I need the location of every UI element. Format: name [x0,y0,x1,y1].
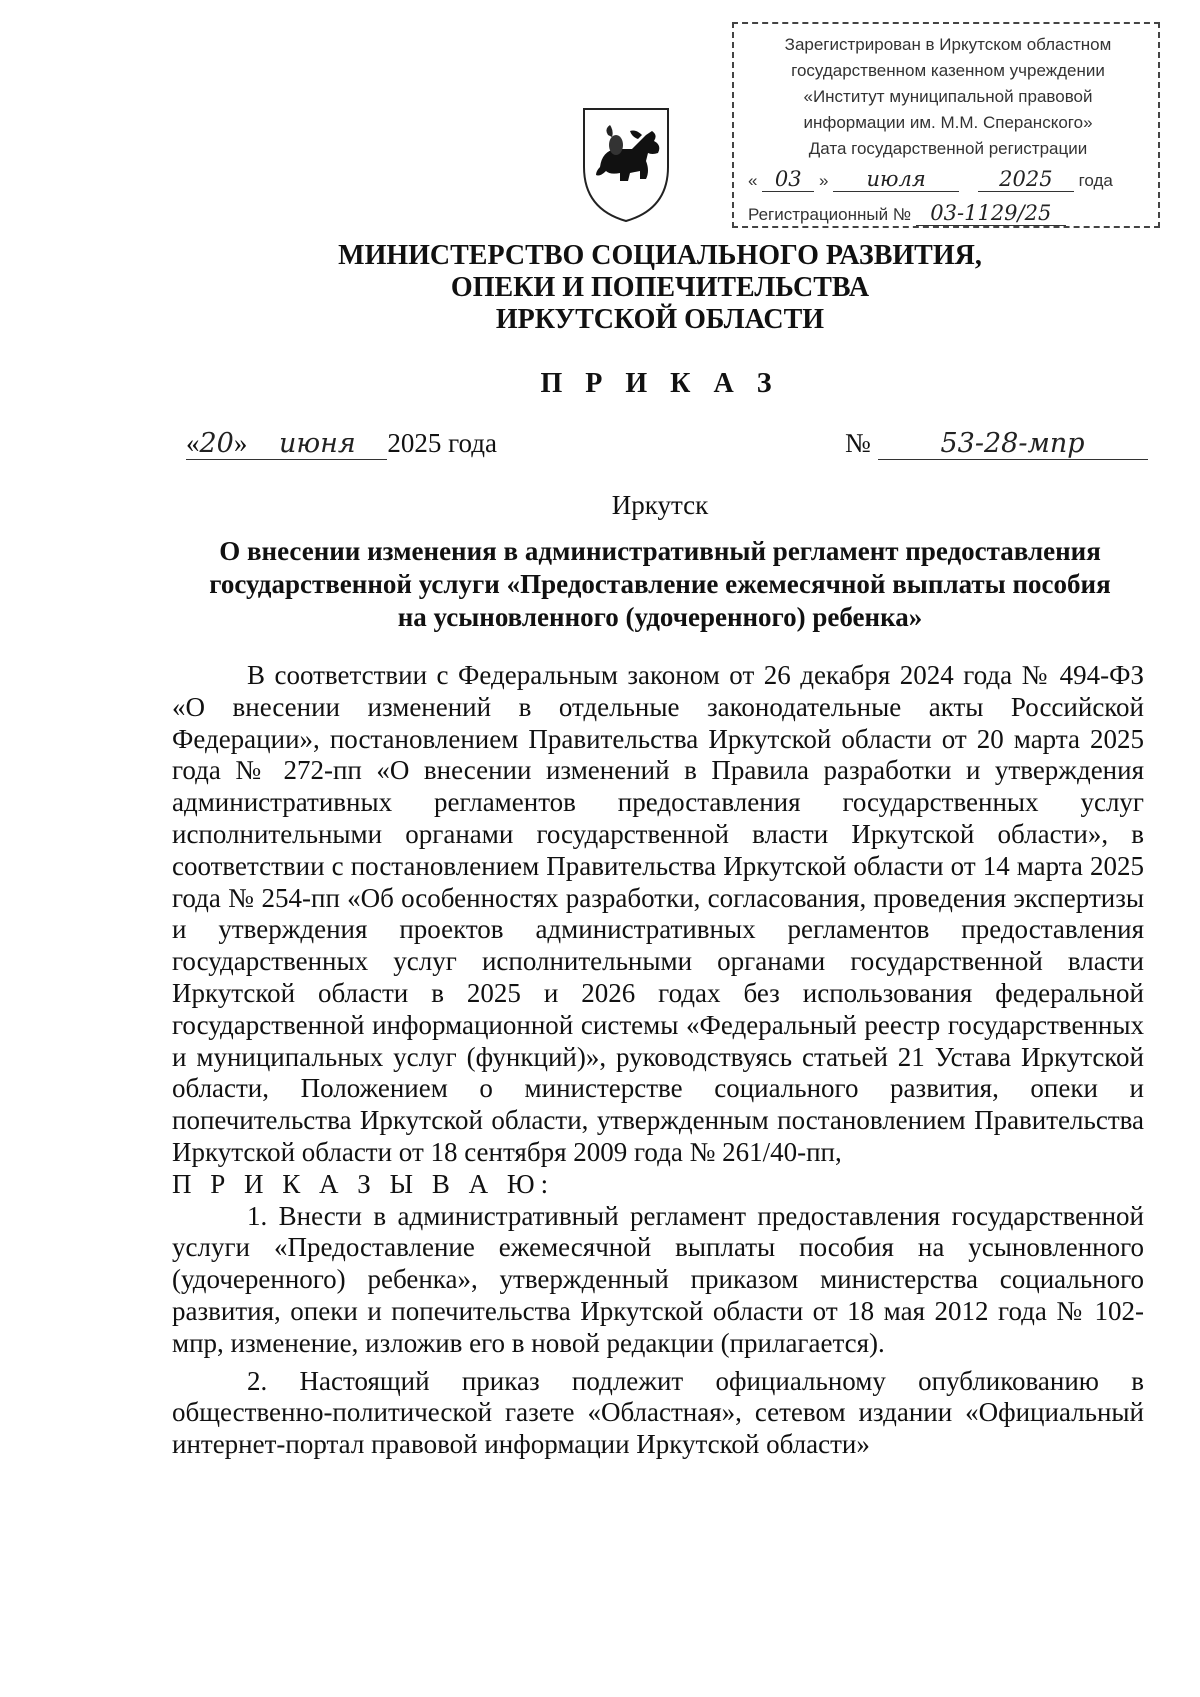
order-date-day: 20 [199,428,234,459]
stamp-registration-line [748,200,1148,230]
order-date-day-field [186,428,247,460]
ministry-line: ОПЕКИ И ПОПЕЧИТЕЛЬСТВА [450,272,870,303]
stamp-line: информации им. М.М. Сперанского» [803,113,1093,132]
order-item-1: 1. Внести в административный регламент предоставления государственной услуги «Предоставление ежемесячной выплаты пособия на усыновленного (удочеренного) ребенка», утвержденный приказом министерства социального развития, опеки и попечительства Иркутской области от 18 мая 2012 года № 102-мпр, изменение, изложив его в новой редакции (прилагается). [172,1200,1144,1358]
stamp-date-close-quote: » [818,171,829,190]
ministry-line: МИНИСТЕРСТВО СОЦИАЛЬНОГО РАЗВИТИЯ, [338,240,982,271]
stamp-date-suffix: года [1078,171,1113,190]
document-body [172,660,1144,1461]
stamp-line: Зарегистрирован в Иркутском областном [784,35,1112,54]
order-number [845,428,1148,460]
city: Иркутск [611,490,709,520]
stamp-date-line [748,164,1148,198]
registration-stamp [732,22,1160,228]
order-item-2: 2. Настоящий приказ подлежит официальному опубликованию в общественно-политической газете «Областная», сетевом издании «Официальный интернет-портал правовой информации Иркутской области» [172,1365,1144,1460]
order-date-open-quote: « [186,428,200,458]
stamp-reg-label: Регистрационный № [748,205,912,224]
order-word: П Р И К А З Ы В А Ю: [172,1168,555,1199]
preamble-paragraph: В соответствии с Федеральным законом от 26 декабря 2024 года № 494-ФЗ «О внесении изменений в отдельные законодательные акты Российской Федерации», постановлением Правительства Иркутской области от 20 марта 2025 года № 272-пп «О внесении изменений в Правила разработки и утверждения административных регламентов предоставления государственных услуг исполнительными органами государственной власти Иркутской области», в соответствии с постановлением Правительства Иркутской области от 14 марта 2025 года № 254-пп «Об особенностях разработки, согласования, проведения экспертизы и утверждения проектов административных регламентов предоставления государственных услуг исполнительными органами государственной власти Иркутской области в 2025 и 2026 годах без использования федеральной государственной информационной системы «Федеральный реестр государственных и муниципальных услуг (функций)», руководствуясь статьей 21 Устава Иркутской области, Положением о министерстве социального развития, опеки и попечительства Иркутской области, утвержденным постановлением Правительства Иркутской области от 18 сентября 2009 года № 261/40-пп, [172,660,1144,1167]
stamp-line: государственном казенном учреждении [791,61,1105,80]
stamp-date-open-quote: « [748,171,758,190]
order-date-month: июня [247,429,387,460]
stamp-date-month: июля [833,167,959,192]
title-line: на усыновленного (удочеренного) ребенка» [397,602,923,632]
order-date-year: 2025 года [387,428,497,458]
ministry-line: ИРКУТСКОЙ ОБЛАСТИ [495,304,825,335]
stamp-date-year: 2025 [978,167,1074,192]
title-line: государственной услуги «Предоставление ежемесячной выплаты пособия [209,569,1111,599]
order-date [186,428,497,460]
stamp-reg-number: 03-1129/25 [916,201,1066,226]
ministry-name [0,240,1200,336]
stamp-date-day: 03 [762,167,814,192]
order-date-close-quote: » [233,428,248,458]
order-number-value: 53-28-мпр [878,429,1148,460]
stamp-line: «Институт муниципальной правовой [803,87,1093,106]
coat-of-arms-icon [580,105,672,223]
stamp-line: Дата государственной регистрации [808,139,1088,158]
order-number-label: № [845,428,871,458]
document-type: П Р И К А З [540,368,780,399]
title-line: О внесении изменения в административный регламент предоставления [219,536,1101,566]
document-title [180,535,1140,634]
